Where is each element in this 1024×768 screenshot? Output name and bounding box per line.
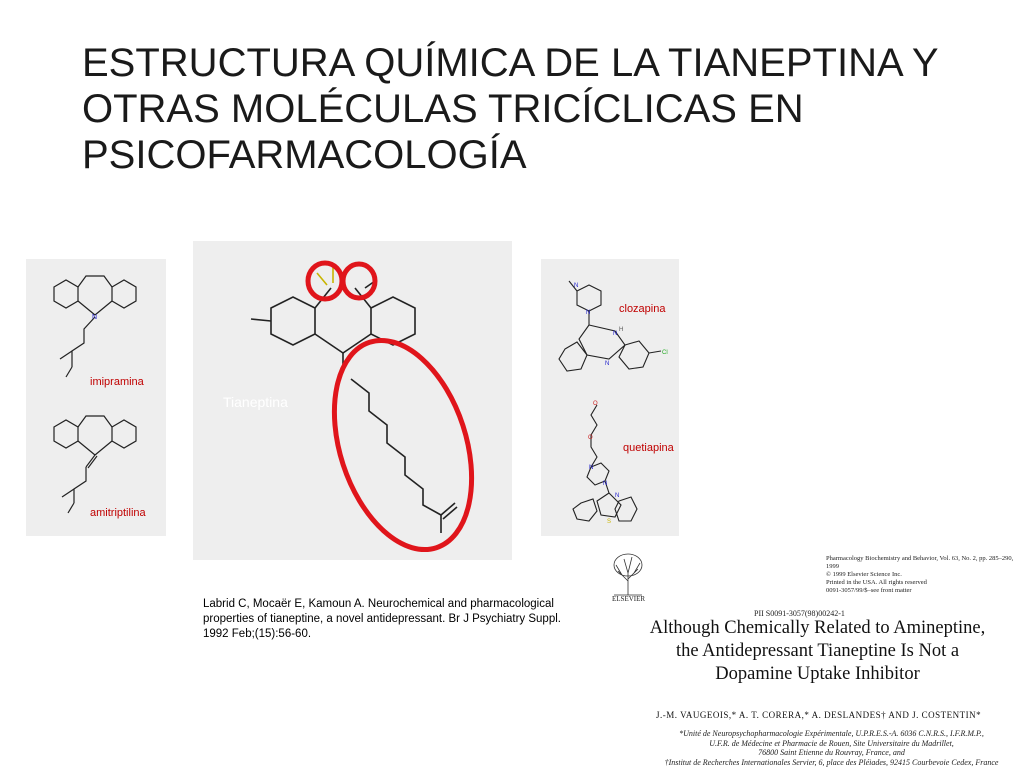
clozapina-label: clozapina — [619, 303, 666, 315]
paper-pii: PII S0091-3057(98)00242-1 — [754, 609, 845, 618]
journal-line-3: Printed in the USA. All rights reserved — [826, 579, 927, 586]
quetiapine-n-atom-3: N — [615, 493, 620, 499]
amitriptilina-label: amitriptilina — [90, 507, 146, 519]
quetiapine-s-atom: S — [607, 519, 612, 525]
quetiapine-o-atom-2: O — [588, 435, 593, 441]
clozapine-n-atom-1: N — [574, 283, 579, 289]
tianeptine-panel — [193, 241, 512, 560]
journal-line-2: © 1999 Elsevier Science Inc. — [826, 571, 902, 578]
paper-affiliations — [644, 729, 1019, 767]
quetiapine-n-atom-1: N — [589, 465, 594, 471]
clozapine-n-atom-2: N — [586, 310, 591, 316]
journal-info — [826, 555, 1016, 595]
highlight-circle-sulfonyl — [308, 263, 342, 299]
highlight-ellipse-chain — [310, 323, 497, 560]
paper-excerpt — [604, 543, 1024, 768]
quetiapine-n-atom-2: N — [603, 481, 608, 487]
reference-citation: Labrid C, Mocaër E, Kamoun A. Neurochemical and pharmacological properties of tianeptine, a novel antidepressant. Br J Psychiatry Suppl. 1992 Feb;(15):56-60. — [203, 598, 561, 640]
clozapine-structure — [541, 259, 679, 536]
elsevier-tree-logo — [610, 551, 646, 597]
imipramine-n1: N — [92, 314, 98, 321]
paper-title — [620, 617, 1015, 686]
journal-line-4: 0091-3057/99/$–see front matter — [826, 587, 912, 594]
clozapine-n-atom-4: N — [605, 361, 610, 367]
affiliation-line-3: 76800 Saint Etienne du Rouvray, France, and — [758, 748, 905, 757]
imipramina-label: imipramina — [90, 376, 144, 388]
paper-title-line-2: the Antidepressant Tianeptine Is Not a — [675, 641, 960, 661]
imipramine-structure — [26, 259, 166, 536]
paper-title-line-1: Although Chemically Related to Amineptine, — [649, 618, 986, 638]
quetiapina-label: quetiapina — [623, 442, 674, 454]
paper-authors: J.-M. VAUGEOIS,* A. T. CORERA,* A. DESLANDES† AND J. COSTENTIN* — [656, 710, 982, 720]
quetiapine-o-atom-1: O — [593, 401, 598, 407]
amitriptyline-structure — [54, 416, 136, 513]
publisher-name: ELSEVIER — [612, 595, 646, 603]
right-molecules-panel — [541, 259, 679, 536]
slide-title: ESTRUCTURA QUÍMICA DE LA TIANEPTINA Y OTRAS MOLÉCULAS TRICÍCLICAS EN PSICOFARMACOLOGÍA — [82, 41, 938, 177]
clozapine-h-atom: H — [619, 327, 624, 333]
paper-title-line-3: Dopamine Uptake Inhibitor — [715, 664, 920, 684]
left-molecules-panel — [26, 259, 166, 536]
clozapine-cl-atom: Cl — [662, 350, 668, 356]
affiliation-line-4: †Institut de Recherches Internationales Servier, 6, place des Pléiades, 92415 Courbevoie Cedex, France — [664, 757, 999, 767]
clozapine-n-atom-3: N — [613, 331, 618, 337]
affiliation-line-2: U.F.R. de Médecine et Pharmacie de Rouen, Site Universitaire du Madrillet, — [709, 738, 954, 748]
affiliation-line-1: *Unité de Neuropsychopharmacologie Expérimentale, U.P.R.E.S.-A. 6036 C.N.R.S., I.F.R.M.P., — [679, 729, 984, 738]
tianeptina-watermark: Tianeptina — [223, 394, 288, 410]
quetiapine-structure — [573, 405, 637, 521]
journal-line-1: Pharmacology Biochemistry and Behavior, Vol. 63, No. 2, pp. 285–290, 1999 — [826, 555, 1014, 570]
